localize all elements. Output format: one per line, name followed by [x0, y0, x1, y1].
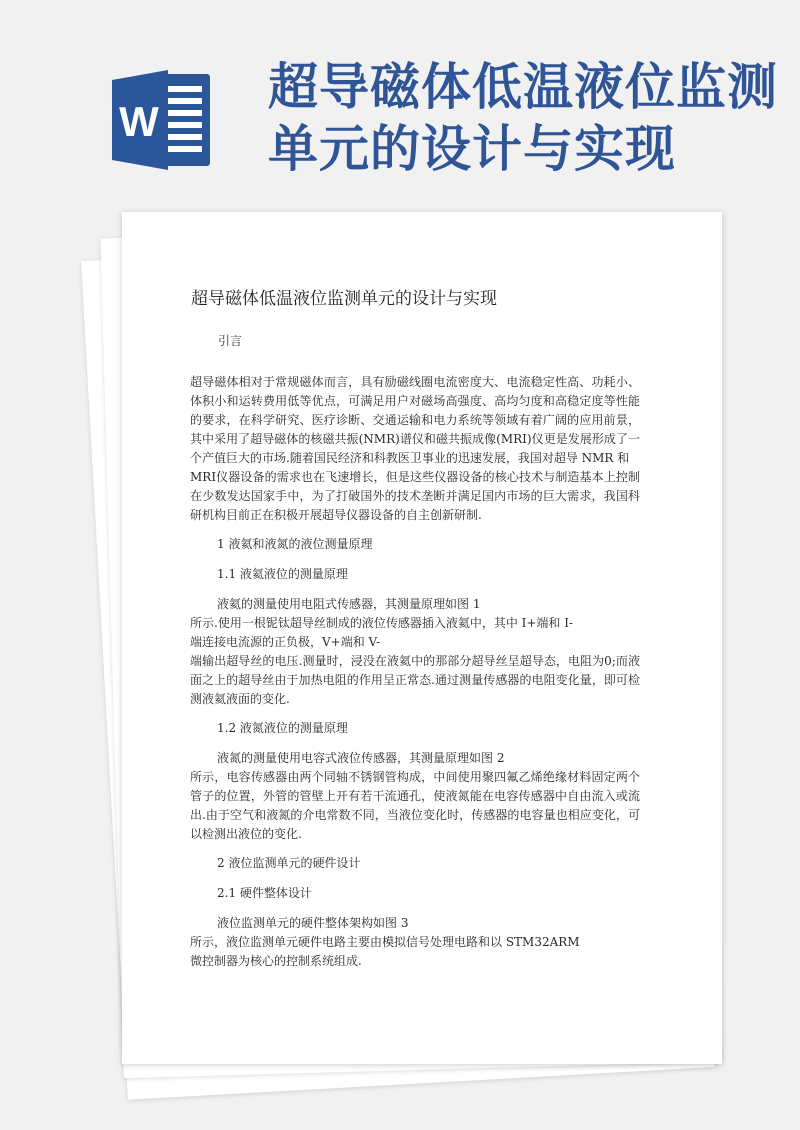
word-icon	[110, 68, 218, 172]
document-title: 超导磁体低温液位监测单元的设计与实现	[191, 289, 497, 309]
paragraph-2-1-line-2: 所示，液位监测单元硬件电路主要由模拟信号处理电路和以 STM32ARM	[190, 935, 580, 949]
paragraph-1-1-line-4: 端输出超导丝的电压.测量时，浸没在液氦中的那部分超导丝呈超导态，电阻为0;而液面之上的超导丝由于加热电阻的作用呈正常态.通过测量传感器的电阻变化量，即可检测液氦液面的变化.	[190, 654, 640, 706]
paragraph-2-1-line-1: 液位监测单元的硬件整体架构如图 3	[217, 916, 409, 930]
word-icon-letter: W	[119, 98, 159, 145]
page-title-line-2: 单元的设计与实现	[268, 120, 676, 178]
document-body	[190, 373, 640, 971]
page-title	[268, 56, 778, 180]
paragraph-1-2-line-1: 液氮的测量使用电容式液位传感器，其测量原理如图 2	[217, 751, 505, 765]
paragraph-1-1-line-3: 端连接电流源的正负极，V+端和 V-	[190, 635, 381, 649]
section-heading-1: 1 液氦和液氮的液位测量原理	[217, 537, 373, 551]
page-title-line-1: 超导磁体低温液位监测	[268, 58, 778, 116]
intro-label: 引言	[218, 334, 243, 348]
section-heading-2-1: 2.1 硬件整体设计	[217, 886, 312, 900]
paragraph-1-1-line-1: 液氦的测量使用电阻式传感器，其测量原理如图 1	[217, 597, 481, 611]
section-heading-1-1: 1.1 液氦液位的测量原理	[217, 567, 348, 581]
paragraph-intro-part-1: 超导磁体相对于常规磁体而言，具有励磁线圈电流密度大、电流稳定性高、功耗小、体积小和运转费用低等优点，可满足用户对磁场高强度、高均匀度和高稳定度等性能的要求，在科学研究、医疗诊断、交通运输和电力系统等领域有着广阔的应用前景，其中采用了超导磁体的核磁共振(NMR)谱仪和磁共振成像(MRI)仪更是发展形成了一个产值巨大的市场.随着国民经济和科教医卫事业的迅速发展，我国对超导 NMR 和	[190, 375, 640, 465]
section-heading-2: 2 液位监测单元的硬件设计	[217, 856, 361, 870]
paragraph-2-1-line-3: 微控制器为核心的控制系统组成.	[190, 954, 362, 968]
paragraph-1-2-line-2: 所示，电容传感器由两个同轴不锈钢管构成，中间使用聚四氟乙烯绝缘材料固定两个管子的位置，外管的管壁上开有若干流通孔，使液氮能在电容传感器中自由流入或流出.由于空气和液氮的介电常数不同，当液位变化时，传感器的电容量也相应变化，可以检测出液位的变化.	[190, 770, 640, 841]
paragraph-intro-part-2: MRI仪器设备的需求也在飞速增长，但是这些仪器设备的核心技术与制造基本上控制在少数发达国家手中，为了打破国外的技术垄断并满足国内市场的巨大需求，我国科研机构目前正在积极开展超导仪器设备的自主创新研制.	[190, 470, 640, 522]
paragraph-1-1-line-2: 所示.使用一根铌钛超导丝制成的液位传感器插入液氦中，其中 I+端和 I-	[190, 616, 574, 630]
section-heading-1-2: 1.2 液氮液位的测量原理	[217, 721, 348, 735]
